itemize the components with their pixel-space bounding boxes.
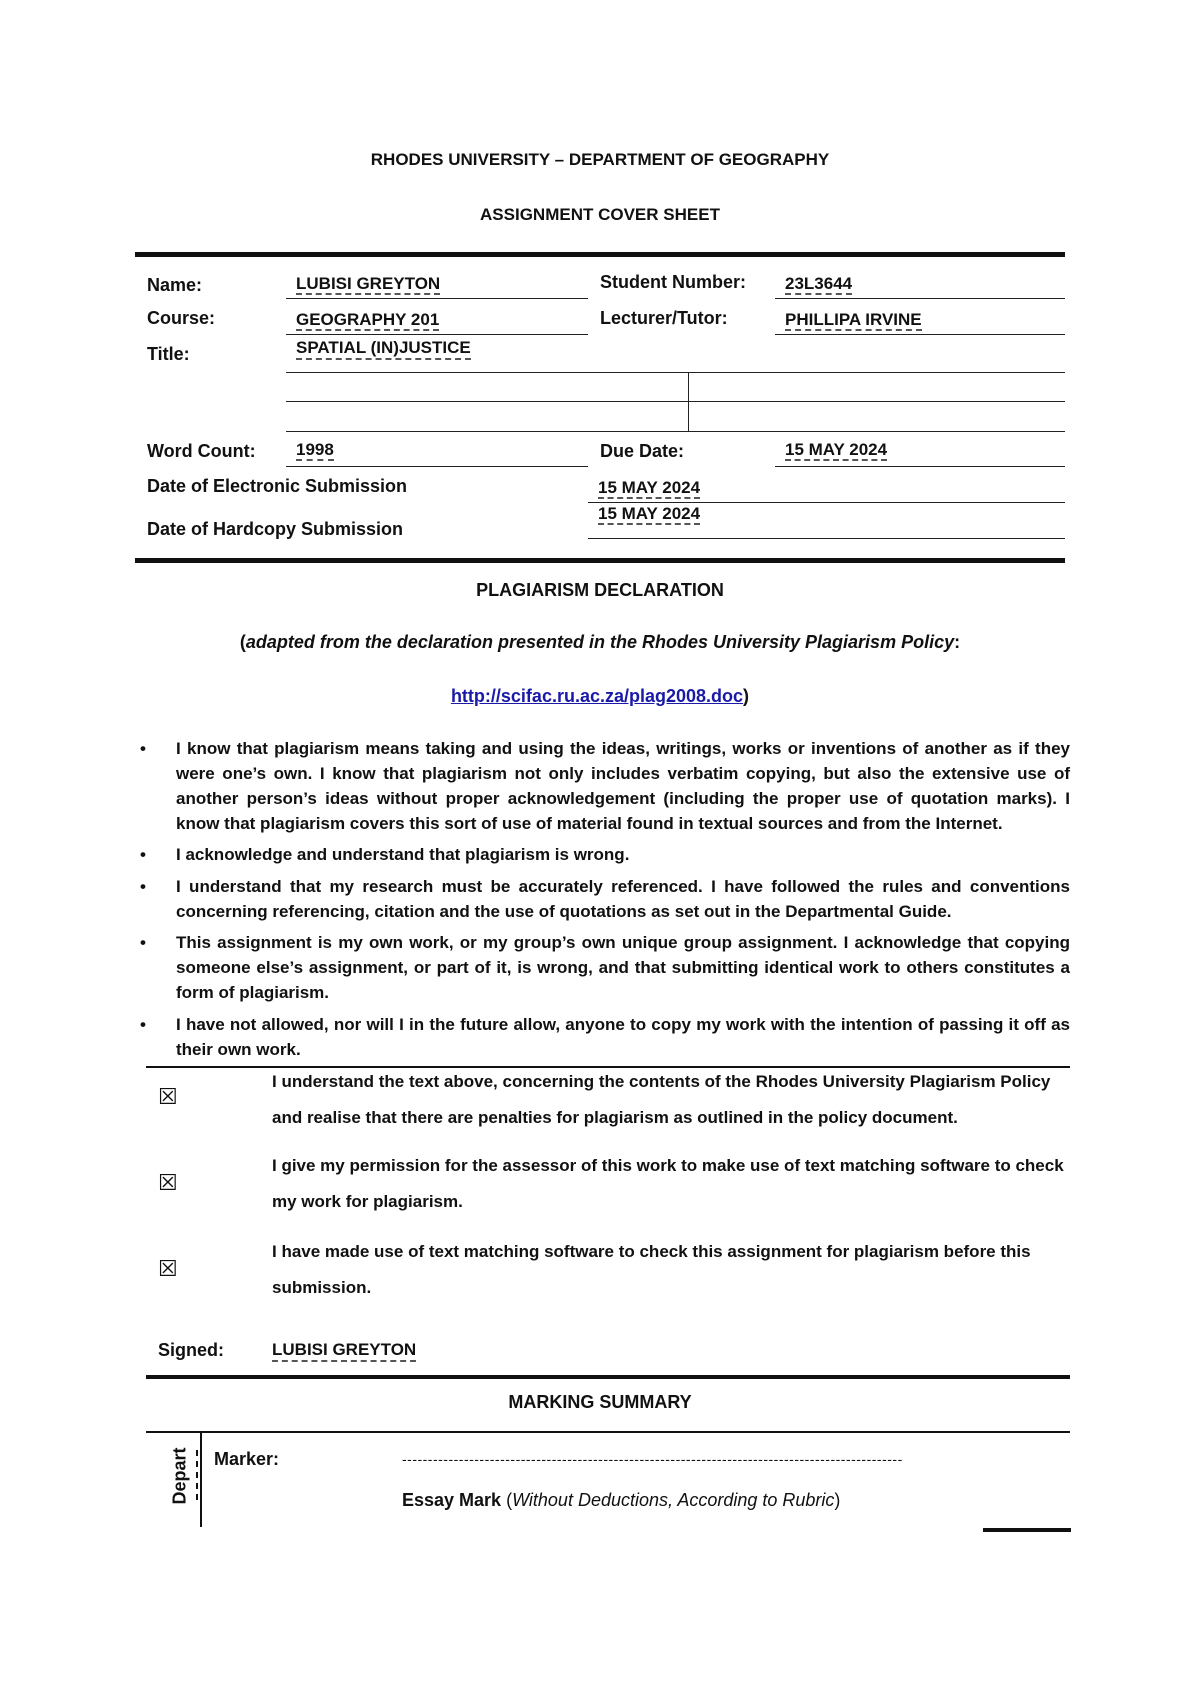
- course-field: [286, 310, 588, 335]
- word-count-field: [286, 440, 588, 467]
- student-number-field: [775, 274, 1065, 299]
- title-divider: [688, 372, 689, 431]
- due-date-label: Due Date:: [600, 441, 685, 461]
- adapted-italic: adapted from the declaration presented in the Rhodes University Plagiarism Policy: [245, 632, 955, 652]
- bullet-text: I understand that my research must be accurately referenced. I have followed the rules and conventions concerning referencing, citation and the use of quotations as set out in the Departmental Guide.: [176, 877, 1070, 921]
- university-heading: RHODES UNIVERSITY – DEPARTMENT OF GEOGRAPHY: [370, 150, 830, 169]
- policy-link[interactable]: http://scifac.ru.ac.za/plag2008.doc: [450, 686, 744, 706]
- signed-value: LUBISI GREYTON: [272, 1340, 416, 1362]
- lecturer-value: PHILLIPA IRVINE: [785, 310, 922, 329]
- bullet-text: I acknowledge and understand that plagiarism is wrong.: [176, 845, 630, 864]
- lecturer-label: Lecturer/Tutor:: [600, 308, 728, 328]
- bullet-text: I know that plagiarism means taking and using the ideas, writings, works or inventions of another as if they were one’s own. I know that plagiarism not only includes verbatim copying, but also the extensive use of another person’s ideas without proper acknowledgement (including the proper use of quotation marks). I know that plagiarism covers this sort of use of material found in textual sources and from the Internet.: [176, 739, 1070, 833]
- name-field: [286, 274, 588, 299]
- essay-mark-blank[interactable]: [983, 1528, 1071, 1532]
- bullet-text: I have not allowed, nor will I in the future allow, anyone to copy my work with the intention of passing it off as their own work.: [176, 1015, 1070, 1059]
- marking-heading: MARKING SUMMARY: [508, 1392, 692, 1412]
- policy-link-line: [0, 686, 1200, 707]
- name-label: Name:: [147, 275, 203, 295]
- hardcopy-label: Date of Hardcopy Submission: [147, 519, 404, 539]
- bullet-text: This assignment is my own work, or my group’s own unique group assignment. I acknowledge that copying someone else’s assignment, or part of it, is wrong, and that submitting identical work to others constitutes a form of plagiarism.: [176, 933, 1070, 1002]
- marking-top-rule: [146, 1431, 1070, 1433]
- title-line-1: [286, 372, 1065, 373]
- course-value: GEOGRAPHY 201: [296, 310, 440, 329]
- signed-label: Signed:: [158, 1340, 224, 1360]
- bullet-dot: •: [140, 1015, 146, 1034]
- details-bottom-rule: [135, 558, 1065, 563]
- marking-side-dash: [196, 1450, 198, 1500]
- due-date-value: 15 MAY 2024: [785, 440, 888, 459]
- student-number-label: Student Number:: [600, 272, 746, 292]
- bullet-dot: •: [140, 933, 146, 952]
- title-line-2: [286, 401, 1065, 402]
- course-label: Course:: [147, 308, 216, 328]
- marking-side-divider: [200, 1431, 202, 1527]
- marking-side-label: Depart: [169, 1447, 190, 1505]
- lecturer-field: [775, 310, 1065, 335]
- due-date-field: [775, 440, 1065, 467]
- hardcopy-field: [588, 504, 1065, 539]
- check-text-2: I give my permission for the assessor of this work to make use of text matching software to check my work for plagiarism.: [272, 1156, 1064, 1211]
- title-line-3: [286, 431, 1065, 432]
- checkbox-1[interactable]: ☒: [158, 1084, 178, 1109]
- title-value: SPATIAL (IN)JUSTICE: [296, 338, 471, 360]
- marker-label: Marker:: [214, 1449, 280, 1469]
- name-value: LUBISI GREYTON: [296, 274, 441, 293]
- bullet-dot: •: [140, 845, 146, 864]
- hardcopy-value: 15 MAY 2024: [598, 504, 701, 523]
- title-label: Title:: [147, 344, 190, 364]
- electronic-field: [588, 478, 1065, 503]
- bullet-dot: •: [140, 739, 146, 758]
- adapted-note: [0, 632, 1200, 653]
- top-thick-rule: [135, 252, 1065, 257]
- checkbox-2[interactable]: ☒: [158, 1170, 178, 1195]
- sheet-title: ASSIGNMENT COVER SHEET: [480, 205, 720, 224]
- word-count-value: 1998: [296, 440, 334, 459]
- bullet-dot: •: [140, 877, 146, 896]
- essay-mark-label: Essay Mark: [402, 1490, 502, 1510]
- word-count-label: Word Count:: [147, 441, 256, 461]
- student-number-value: 23L3644: [785, 274, 853, 293]
- adapted-close: :: [954, 632, 961, 652]
- marker-line: -------------------------------------------------------------------------------------------------: [402, 1451, 903, 1467]
- electronic-value: 15 MAY 2024: [598, 478, 701, 497]
- electronic-label: Date of Electronic Submission: [147, 476, 408, 496]
- check-text-1: I understand the text above, concerning the contents of the Rhodes University Plagiarism Policy and realise that there are penalties for plagiarism as outlined in the policy document.: [272, 1072, 1051, 1127]
- declaration-heading: PLAGIARISM DECLARATION: [476, 580, 724, 600]
- link-close: ): [743, 686, 750, 706]
- signed-bottom-rule: [146, 1375, 1070, 1379]
- essay-mark-note: Without Deductions, According to Rubric: [512, 1490, 835, 1510]
- check-text-3: I have made use of text matching software to check this assignment for plagiarism before this submission.: [272, 1242, 1031, 1297]
- adapted-open: (: [239, 632, 246, 652]
- essay-mark-line: Essay Mark (Without Deductions, According to Rubric): [402, 1490, 841, 1510]
- checkbox-3[interactable]: ☒: [158, 1256, 178, 1281]
